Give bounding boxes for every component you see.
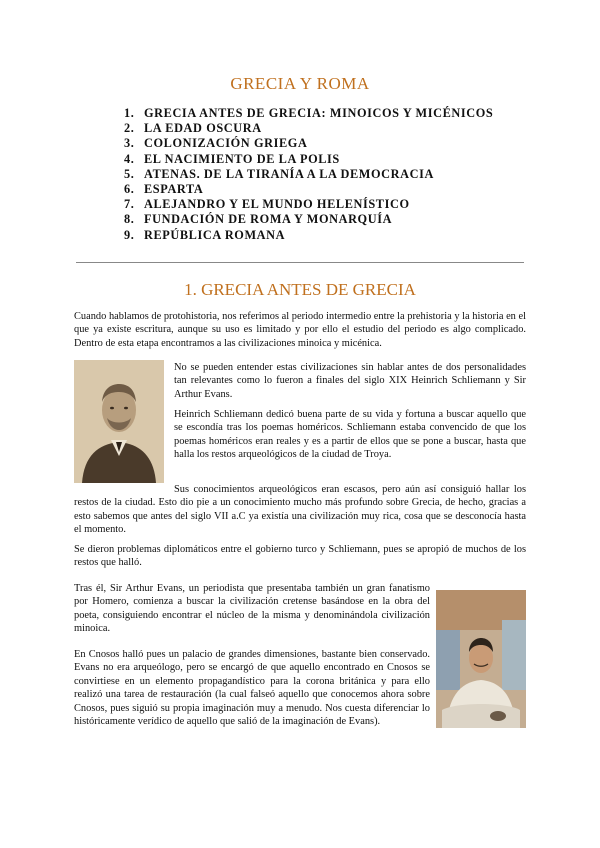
paragraph-knowledge: Sus conocimientos arqueológicos eran escasos, pero aún así consiguió hallar los restos de la ciudad. Esto dio pie a un conocimiento mucho más profundo sobre Grecia, de hecho, gracias a esto sabemos que antes del siglo VII a.C ya existía una civilización muy rica, cosa que se desconocía hasta el momento. <box>74 484 526 536</box>
schliemann-portrait-image <box>74 360 164 483</box>
toc-item: 8. FUNDACIÓN DE ROMA Y MONARQUÍA <box>124 212 393 227</box>
table-of-contents <box>124 106 493 243</box>
paragraph-diplomatic: Se dieron problemas diplomáticos entre el gobierno turco y Schliemann, pues se apropió de muchos de los restos que halló. <box>74 544 526 569</box>
paragraph-schliemann: Heinrich Schliemann dedicó buena parte de su vida y fortuna a buscar aquello que se escondía tras los poemas homéricos. Schliemann estaba convencido de que los poemas homéricos eran reales y es a partir de ellos que se pone a buscar, hasta que halla los restos arqueológicos de la ciudad de Troya. <box>174 409 526 461</box>
paragraph-intro: Cuando hablamos de protohistoria, nos referimos al periodo intermedio entre la prehistoria y la historia en el que ya existe escritura, aunque su uso es limitado y por ello el estudio del periodo es algo complicado. Dentro de esta etapa encontramos a las civilizaciones minoica y micénica. <box>74 311 526 349</box>
toc-item: 5. ATENAS. DE LA TIRANÍA A LA DEMOCRACIA <box>124 166 434 181</box>
toc-item: 1. GRECIA ANTES DE GRECIA: MINOICOS Y MICÉNICOS <box>124 106 494 120</box>
section-title: 1. GRECIA ANTES DE GRECIA <box>184 280 416 299</box>
evans-portrait-image <box>436 590 526 728</box>
toc-item: 6. ESPARTA <box>124 182 204 197</box>
toc-item: 9. REPÚBLICA ROMANA <box>124 227 286 242</box>
paragraph-cnosos: En Cnosos halló pues un palacio de grandes dimensiones, bastante bien conservado. Evans no era arqueólogo, pero se encargó de que aquello encontrado en Cnosos se convirtiese en un elemento propagandístico para la corona británica y para ello realizó una tarea de restauración (la cual falseó aquello que conocemos ahora sobre Cnosos, pues siguió su propia imaginación muy a menudo. Nos cuesta diferenciar lo históricamente verídico de aquello que salió de la imaginación de Evans). <box>74 649 430 728</box>
toc-item: 4. EL NACIMIENTO DE LA POLIS <box>124 151 340 166</box>
toc-item: 7. ALEJANDRO Y EL MUNDO HELENÍSTICO <box>124 197 410 212</box>
page-title: GRECIA Y ROMA <box>230 74 370 93</box>
toc-item: 3. COLONIZACIÓN GRIEGA <box>124 136 308 151</box>
paragraph-personalities: No se pueden entender estas civilizaciones sin hablar antes de dos personalidades tan relevantes como lo fueron a finales del siglo XIX Heinrich Schliemann y Sir Arthur Evans. <box>174 362 526 400</box>
divider <box>76 262 524 263</box>
toc-item: 2. LA EDAD OSCURA <box>124 121 262 136</box>
paragraph-evans: Tras él, Sir Arthur Evans, un periodista que presentaba también un gran fanatismo por Homero, comienza a buscar la civilización cretense basándose en la obra del poeta, consiguiendo encontrar el núcleo de la misma y denominándola civilización minoica. <box>74 583 430 635</box>
